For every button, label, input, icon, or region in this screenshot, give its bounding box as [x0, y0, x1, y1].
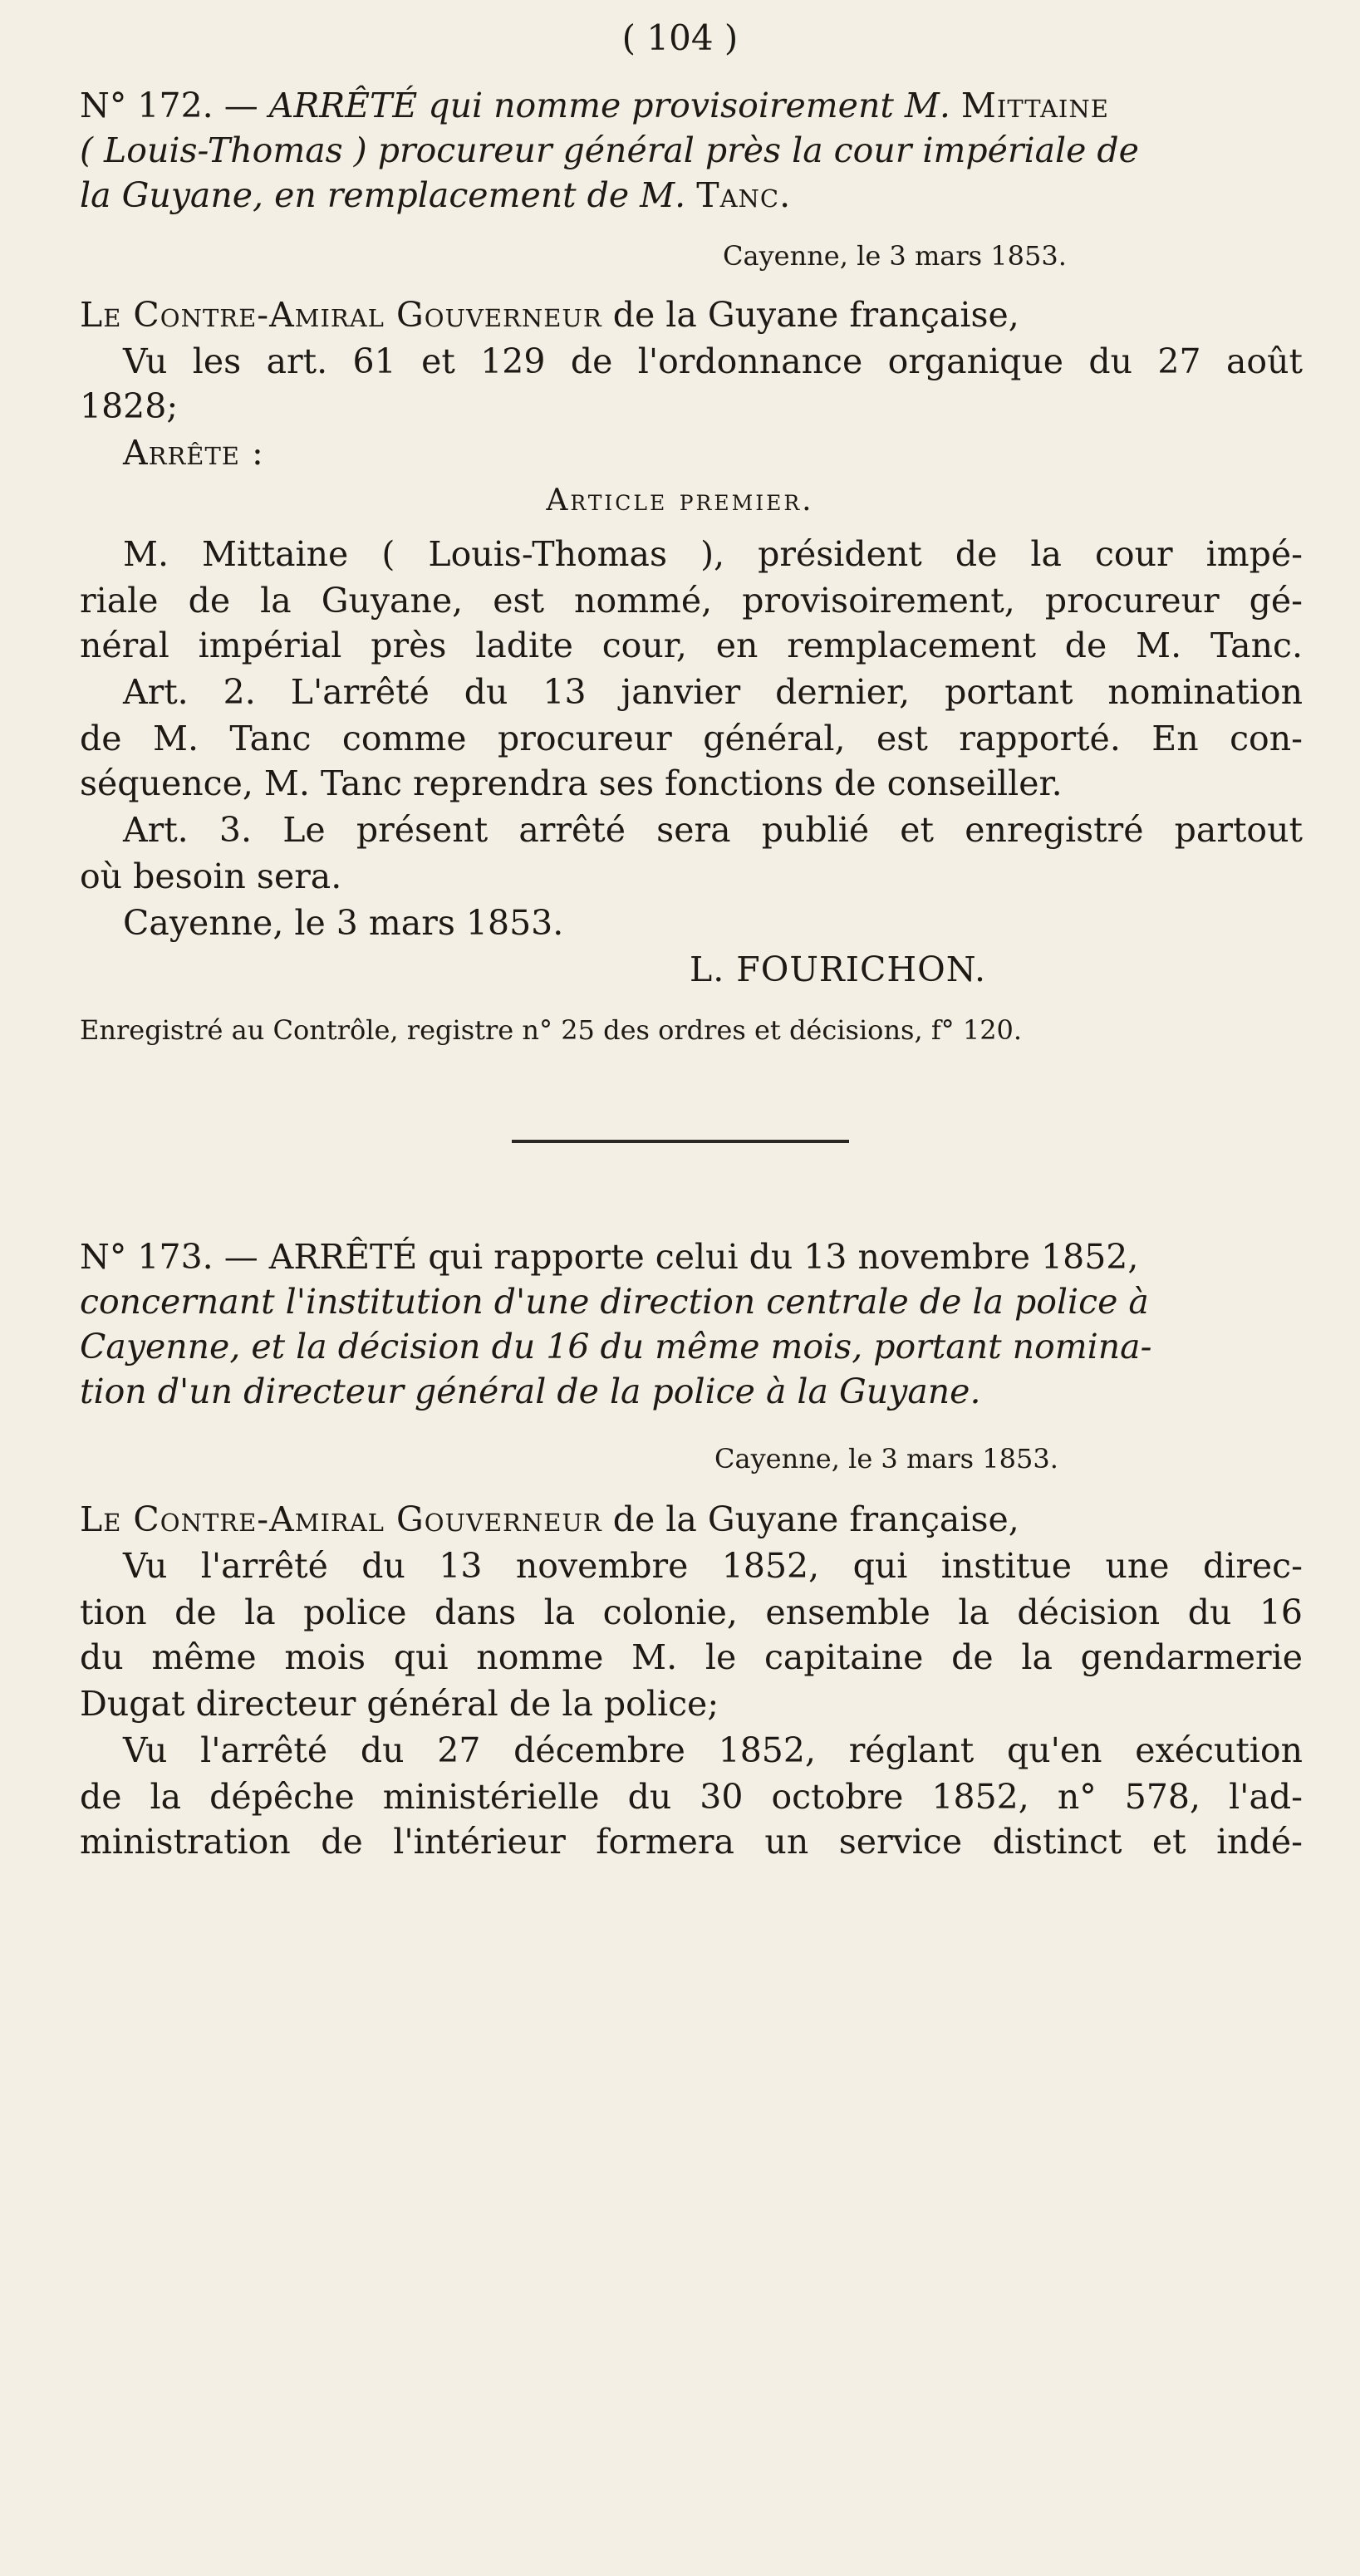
decree1-art3-line-2: où besoin sera.	[80, 856, 342, 896]
decree2-title-line-4: tion d'un directeur général de la police à la Guyane.	[80, 1371, 981, 1411]
decree1-title-line-3	[80, 176, 790, 215]
decree1-vu-line-1: Vu les art. 61 et 129 de l'ordonnance organique du 27 août	[123, 341, 1303, 381]
decree1-title-text-3: la Guyane, en remplacement de M.	[80, 175, 697, 215]
decree1-governor-rest: de la Guyane française,	[601, 295, 1019, 335]
decree1-art1-line-1: M. Mittaine ( Louis-Thomas ), président de la cour impé-	[123, 534, 1303, 574]
decree1-art1-line-2: riale de la Guyane, est nommé, provisoirement, procureur gé-	[80, 581, 1303, 621]
decree1-art1-line-3: néral impérial près ladite cour, en remplacement de M. Tanc.	[80, 626, 1303, 665]
decree1-signature: L. FOURICHON.	[690, 949, 986, 989]
decree2-title-line-1: N° 173. — ARRÊTÉ qui rapporte celui du 13 novembre 1852,	[80, 1237, 1139, 1277]
decree2-title-line-2: concernant l'institution d'une direction centrale de la police à	[80, 1282, 1149, 1322]
page-number: ( 104 )	[621, 17, 739, 58]
decree2-vu-line-6: de la dépêche ministérielle du 30 octobre 1852, n° 578, l'ad-	[80, 1777, 1303, 1817]
decree2-governor-rest: de la Guyane française,	[601, 1499, 1019, 1539]
decree1-title-text: ARRÊTÉ qui nomme provisoirement M.	[268, 86, 961, 125]
decree1-arrete: Arrête :	[123, 433, 264, 473]
decree1-governor	[80, 296, 1019, 335]
decree1-art2-line-1: Art. 2. L'arrêté du 13 janvier dernier, portant nomination	[123, 672, 1303, 712]
decree1-number: N° 172. —	[80, 86, 269, 125]
decree2-vu-line-7: ministration de l'intérieur formera un service distinct et indé-	[80, 1822, 1303, 1862]
decree2-governor-title: Le Contre-Amiral Gouverneur	[80, 1499, 602, 1539]
decree1-title-line-2: ( Louis-Thomas ) procureur général près la cour impériale de	[80, 130, 1139, 170]
decree2-governor	[80, 1500, 1019, 1539]
decree1-art2-line-3: séquence, M. Tanc reprendra ses fonctions de conseiller.	[80, 763, 1063, 803]
decree1-title-end: .	[779, 175, 791, 215]
separator-rule	[512, 1140, 849, 1143]
decree2-vu-line-1: Vu l'arrêté du 13 novembre 1852, qui institue une direc-	[123, 1546, 1303, 1586]
decree1-title-line-1	[80, 86, 1309, 125]
decree1-title-name: Mittaine	[960, 86, 1109, 125]
decree2-vu-line-4: Dugat directeur général de la police;	[80, 1684, 719, 1724]
decree1-article-premier: Article premier.	[546, 483, 814, 518]
decree1-vu-line-2: 1828;	[80, 386, 179, 426]
decree2-vu-line-3: du même mois qui nomme M. le capitaine de la gendarmerie	[80, 1637, 1303, 1677]
decree2-vu-line-5: Vu l'arrêté du 27 décembre 1852, réglant qu'en exécution	[123, 1730, 1303, 1770]
decree1-dateline: Cayenne, le 3 mars 1853.	[723, 240, 1067, 272]
decree1-art2-line-2: de M. Tanc comme procureur général, est rapporté. En con-	[80, 719, 1303, 758]
decree1-art3-line-1: Art. 3. Le présent arrêté sera publié et enregistré partout	[123, 810, 1303, 850]
decree1-title-name-3: Tanc	[696, 175, 780, 215]
decree2-vu-line-2: tion de la police dans la colonie, ensemble la décision du 16	[80, 1592, 1303, 1632]
decree2-title-line-3: Cayenne, et la décision du 16 du même mois, portant nomina-	[80, 1327, 1152, 1367]
decree2-dateline: Cayenne, le 3 mars 1853.	[714, 1443, 1058, 1474]
decree1-registration: Enregistré au Contrôle, registre n° 25 des ordres et décisions, f° 120.	[80, 1014, 1023, 1046]
decree1-closing-date: Cayenne, le 3 mars 1853.	[123, 903, 564, 943]
decree1-governor-title: Le Contre-Amiral Gouverneur	[80, 295, 602, 335]
